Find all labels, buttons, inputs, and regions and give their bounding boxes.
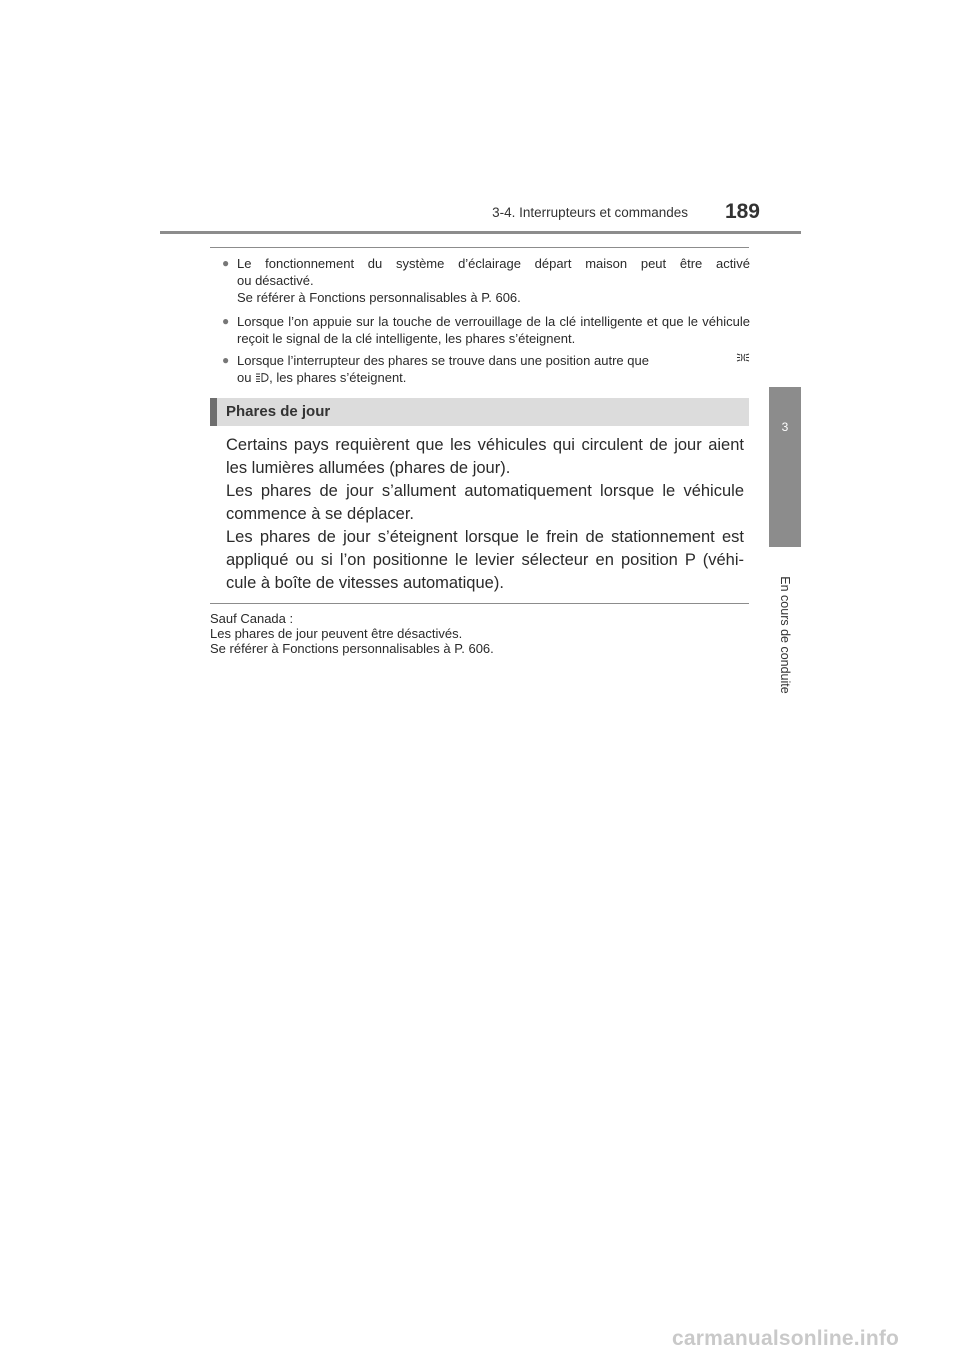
page-number: 189 [724,200,760,223]
word: fonctionnement [265,256,355,271]
headlight-icon [255,372,269,383]
chapter-tab [769,387,801,547]
bullet-text: Lorsque l’interrupteur des phares se trouve dans une position autre que [237,353,649,368]
bullet-line: Se référer à Fonctions personnalisables à P. 606. [237,290,521,305]
bullet-text: , les phares s’éteignent. [269,370,407,385]
bullet-text: Lorsque l’on appuie sur la touche de verrouillage de la clé intelligente et que le véhicule reçoit le signal de la clé intelligente, les phares s’éteignent. [237,314,750,346]
word: d’éclairage [458,256,521,271]
bullet-line: ou désactivé. [237,273,314,288]
body-paragraph: Les phares de jour s’éteignent lorsque le frein de stationnement est appliqué ou si l’on positionne le levier sélecteur en position P (véhi-cule à boîte de vitesses automatique). [226,528,744,592]
chapter-label: En cours de conduite [778,576,792,694]
body-paragraph: Certains pays requièrent que les véhicules qui circulent de jour aient les lumières allumées (phares de jour). [226,436,744,477]
bullet-line [237,255,750,272]
word: Le [237,256,252,271]
note-line: Sauf Canada : [210,611,294,626]
bullet-item [222,255,750,306]
word: système [395,256,445,271]
note-block [210,611,749,656]
chapter-number: 3 [781,420,789,434]
content-rule-bottom [210,603,749,604]
bullet-item [222,313,750,347]
bullet-dot-icon: ● [222,314,230,328]
watermark: carmanualsonline.info [672,1327,900,1350]
bullet-text: ou [237,370,252,385]
note-line: Se référer à Fonctions personnalisables à P. 606. [210,641,494,656]
content-rule-top [210,247,749,248]
word: être [679,256,703,271]
section-header-accent [210,398,217,426]
word: départ [534,256,572,271]
bullet-dot-icon: ● [222,353,230,367]
bullet-line [237,352,750,369]
section-title: 3-4. Interrupteurs et commandes [492,205,688,220]
word: peut [640,256,667,271]
bullet-item [222,352,750,386]
word: activé [715,256,750,271]
word: du [367,256,383,271]
sidelight-icon [736,352,750,363]
word: maison [585,256,628,271]
bullet-line [237,369,750,386]
note-line: Les phares de jour peuvent être désactivés. [210,626,463,641]
section-heading: Phares de jour [226,403,331,420]
body-paragraph: Les phares de jour s’allument automatiquement lorsque le véhicule commence à se déplacer. [226,482,744,523]
header-rule [160,231,801,234]
bullet-dot-icon: ● [222,256,230,270]
